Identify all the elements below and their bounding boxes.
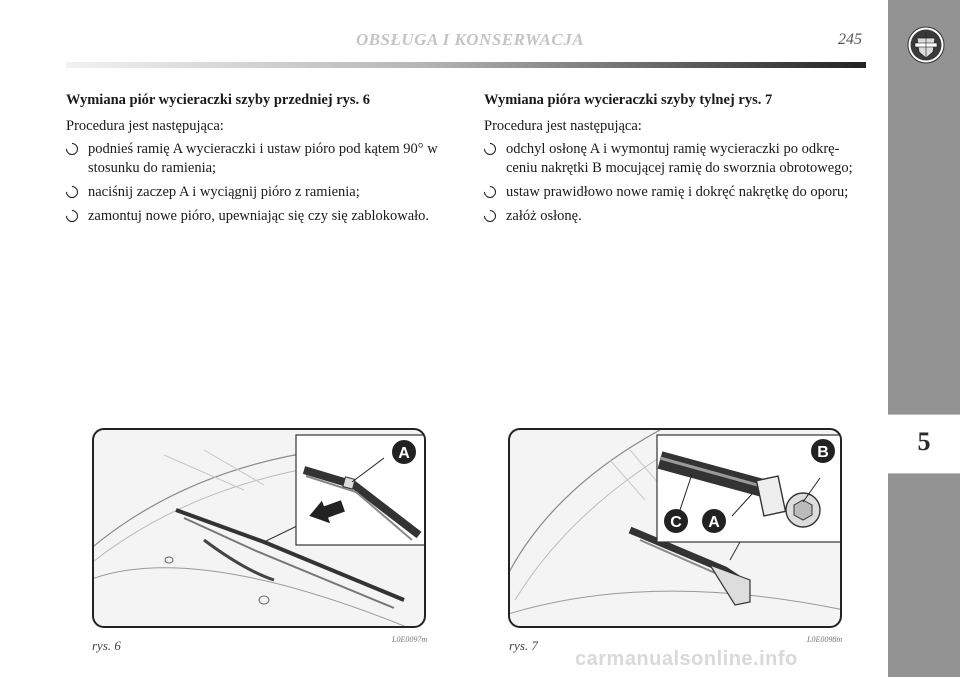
left-section-heading: Wymiana piór wycieraczki szyby przedniej rys. 6: [66, 92, 371, 108]
figure-6: [92, 428, 426, 628]
right-steps-list: [484, 140, 868, 226]
list-item: podnieś ramię A wycieraczki i ustaw pióro pod kątem 90° w stosunku do ramienia;: [66, 140, 462, 178]
list-item: ustaw prawidłowo nowe ramię i dokręć nakrętkę do oporu;: [484, 183, 868, 202]
figure-6-code: L0E0097m: [392, 635, 428, 644]
right-column: [484, 91, 868, 231]
watermark: carmanualsonline.info: [575, 648, 798, 670]
lancia-logo: [907, 26, 945, 64]
page-header-title: OBSŁUGA I KONSERWACJA: [355, 30, 585, 49]
bullet-icon: [64, 184, 81, 201]
bullet-icon: [482, 141, 499, 158]
figure-label-c: C: [670, 514, 682, 531]
chapter-number: 5: [917, 427, 931, 456]
figure-label-a: A: [708, 514, 720, 531]
figure-6-caption: rys. 6: [92, 638, 121, 653]
list-item: naciśnij zaczep A i wyciągnij pióro z ramienia;: [66, 183, 462, 202]
bullet-icon: [482, 184, 499, 201]
right-section-heading: Wymiana pióra wycieraczki szyby tylnej rys. 7: [484, 92, 773, 108]
rear-wiper-illustration: [510, 430, 842, 628]
bullet-icon: [64, 208, 81, 225]
bullet-icon: [482, 208, 499, 225]
bullet-icon: [64, 141, 81, 158]
figure-7-caption: rys. 7: [509, 638, 538, 653]
front-wiper-illustration: [94, 430, 426, 628]
left-section-intro: Procedura jest następująca:: [66, 118, 224, 134]
sidebar: [888, 0, 960, 677]
list-item: załóż osłonę.: [484, 207, 868, 226]
left-steps-list: [66, 140, 462, 226]
chapter-tab[interactable]: [888, 414, 960, 474]
figure-7: [508, 428, 842, 628]
figure-label-a: A: [398, 445, 410, 462]
list-item: zamontuj nowe pióro, upewniając się czy się zablokowało.: [66, 207, 462, 226]
left-column: [66, 91, 462, 231]
right-section-intro: Procedura jest następująca:: [484, 118, 642, 134]
header-rule: [66, 62, 866, 68]
page-number: 245: [838, 31, 862, 48]
figure-7-code: L0E0098m: [807, 635, 843, 644]
figure-label-b: B: [817, 444, 829, 461]
list-item: odchyl osłonę A i wymontuj ramię wycieraczki po odkrę-ceniu nakrętki B mocującej ramię do sworznia obrotowego;: [484, 140, 868, 178]
